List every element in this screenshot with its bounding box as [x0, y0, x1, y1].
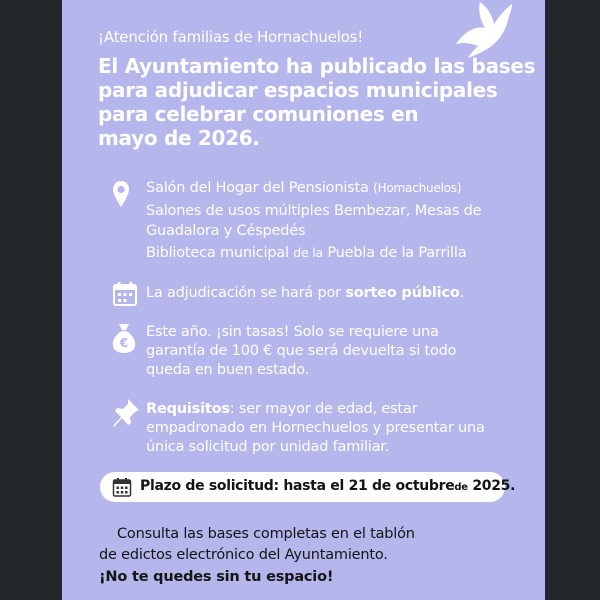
venue-place: Puebla de la Parrilla [322, 245, 467, 261]
deadline-connector: de [454, 482, 468, 493]
venue-connector: de la [293, 245, 323, 260]
location-pin-icon [112, 180, 130, 208]
headline [98, 54, 536, 150]
calendar-small-icon [112, 477, 132, 497]
dove-icon [452, 0, 514, 58]
venue-item [146, 178, 461, 198]
consult-line: de edictos electrónico del Ayuntamiento. [99, 547, 388, 563]
pushpin-icon [112, 398, 140, 428]
raffle-highlight: sorteo público [345, 285, 460, 301]
deadline-year: 2025. [467, 478, 516, 494]
raffle-text [146, 285, 464, 301]
svg-text:€: € [119, 336, 129, 350]
venue-name: Biblioteca municipal [146, 245, 294, 261]
deadline-main: Plazo de solicitud: hasta el 21 de octubre [140, 478, 455, 494]
headline-line: para adjudicar espacios municipales [98, 78, 498, 102]
consult-text [99, 524, 517, 566]
money-bag-icon [111, 322, 137, 354]
greeting-text: ¡Atención familias de Hornachuelos! [98, 28, 364, 46]
headline-line: para celebrar comuniones en [98, 102, 419, 126]
fees-text: Este año. ¡sin tasas! Solo se requiere una garantía de 100 € que será devuelta si todo queda en buen estado. [146, 324, 457, 378]
venue-item: Salones de usos múltiples Bembezar, Mesas de Guadalora y Céspedés [146, 203, 482, 239]
requirements-body: : ser mayor de edad, estar empadronado en Hornechuelos y presentar una única solicitud por unidad familiar. [146, 401, 485, 455]
call-to-action: ¡No te quedes sin tu espacio! [99, 569, 334, 585]
deadline-text [140, 478, 515, 494]
headline-line: mayo de 2026. [98, 126, 260, 150]
headline-line: El Ayuntamiento ha publicado las bases [98, 54, 536, 78]
raffle-end: . [459, 285, 465, 301]
requirements-text [146, 400, 506, 457]
announcement-poster [62, 0, 545, 600]
venue-note: (Homachuelos) [373, 181, 462, 195]
venue-name: Salón del Hogar del Pensionista [146, 180, 374, 196]
consult-line: Consulta las bases completas en el tablón [117, 526, 415, 542]
calendar-icon [112, 281, 138, 307]
deadline-banner [100, 472, 516, 502]
raffle-prefix: La adjudicación se hará por [146, 285, 346, 301]
venue-item [146, 243, 466, 263]
requirements-label: Requisitos [146, 401, 230, 417]
